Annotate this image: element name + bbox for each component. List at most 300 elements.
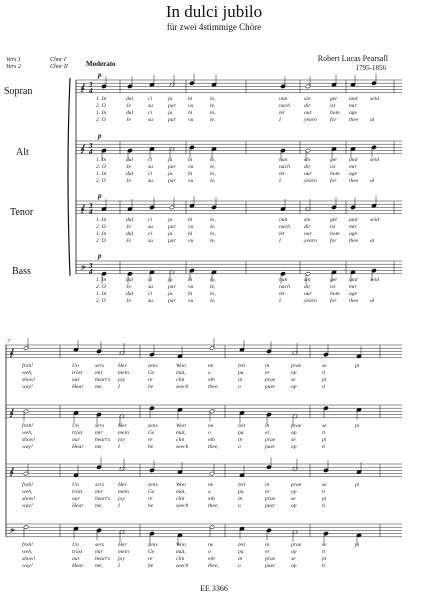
time-sig-top: 3 bbox=[89, 262, 93, 270]
catalog-number: EE 3366 bbox=[200, 584, 228, 593]
lyric-syllable: our bbox=[304, 171, 312, 177]
lyric-syllable: seid bbox=[370, 277, 380, 283]
lyric-syllable: mein bbox=[118, 549, 129, 555]
lyric-syllable: 1. In bbox=[96, 231, 107, 237]
lyric-syllable: thee, bbox=[208, 563, 219, 569]
lyric-syllable: be bbox=[148, 384, 154, 390]
lyric-syllable: tröst bbox=[72, 430, 83, 436]
lyric-syllable: su bbox=[148, 224, 153, 230]
lyric-syllable: par bbox=[168, 284, 176, 290]
lyric-syllable: re bbox=[148, 437, 153, 443]
lyric-syllable: ci bbox=[148, 217, 153, 223]
lyric-syllable: sin bbox=[304, 277, 311, 283]
lyric-syllable: Won bbox=[176, 482, 186, 488]
lyric-syllable: tröst bbox=[72, 370, 83, 376]
lyric-syllable: in bbox=[238, 556, 243, 562]
lyric-syllable: 1. In bbox=[96, 217, 107, 223]
lyric-syllable: ne bbox=[208, 363, 214, 369]
lyric-syllable: joy bbox=[118, 437, 125, 443]
lyric-syllable: puer bbox=[265, 563, 276, 569]
lyric-syllable: be bbox=[148, 563, 154, 569]
lyric-syllable: zens bbox=[148, 482, 158, 488]
lyric-syllable: Un bbox=[72, 542, 79, 548]
lyric-syllable: er bbox=[265, 430, 270, 436]
lyric-syllable: nun bbox=[279, 96, 288, 102]
lyric-syllable: dir bbox=[304, 164, 311, 170]
lyric-syllable: 2. O bbox=[96, 178, 106, 184]
lyric-syllable: le, bbox=[210, 284, 216, 290]
lyric-syllable: se bbox=[322, 482, 327, 488]
lyric-syllable: mein bbox=[118, 370, 129, 376]
lyric-syllable: in bbox=[238, 377, 243, 383]
lyric-syllable: Un bbox=[72, 423, 79, 429]
lyric-syllable: dir bbox=[304, 284, 311, 290]
lyric-syllable: weh, bbox=[22, 370, 33, 376]
lyric-syllable: mein bbox=[118, 430, 129, 436]
lyric-syllable: let bbox=[279, 291, 285, 297]
lyric-syllable: I bbox=[118, 444, 120, 450]
lyric-syllable: nun bbox=[279, 217, 288, 223]
lyric-syllable: pu bbox=[238, 549, 244, 555]
clef-alto: 𝄞 bbox=[80, 145, 85, 153]
lyric-syllable: hom bbox=[330, 291, 340, 297]
lyric-syllable: prae bbox=[265, 437, 276, 443]
lyric-syllable: in bbox=[265, 542, 270, 548]
lyric-syllable: in bbox=[265, 482, 270, 488]
lyric-syllable: let bbox=[279, 171, 285, 177]
lyric-syllable: thee bbox=[349, 238, 359, 244]
lyric-syllable: vu bbox=[188, 298, 194, 304]
lyric-syllable: leit bbox=[238, 423, 246, 429]
lyric-syllable: thee, bbox=[208, 384, 219, 390]
lyric-syllable: eth bbox=[208, 377, 215, 383]
lyric-syllable: our bbox=[72, 377, 80, 383]
dynamic-tenor: p bbox=[98, 192, 102, 200]
composer-dates: 1795-1856 bbox=[355, 64, 386, 72]
lyric-syllable: vu bbox=[188, 164, 194, 170]
clef-system2: 𝄞 bbox=[9, 409, 14, 417]
lyric-syllable: Her bbox=[118, 423, 127, 429]
lyric-syllable: hom bbox=[330, 171, 340, 177]
lyric-syllable: dul bbox=[126, 291, 134, 297]
lyric-syllable: er bbox=[265, 489, 270, 495]
lyric-syllable: 2. O bbox=[96, 298, 106, 304]
lyric-syllable: prae bbox=[265, 496, 276, 502]
lyric-syllable: age bbox=[349, 110, 358, 116]
lyric-syllable: our bbox=[72, 437, 80, 443]
lyric-syllable: se bbox=[291, 556, 296, 562]
lyric-syllable: Her bbox=[118, 542, 127, 548]
lyric-syllable: müt, bbox=[176, 489, 186, 495]
lyric-syllable: seech bbox=[176, 384, 189, 390]
lyric-syllable: mir bbox=[95, 370, 103, 376]
lyric-syllable: ci bbox=[148, 157, 153, 163]
lyric-syllable: par bbox=[168, 117, 176, 123]
lyric-syllable: froh! bbox=[22, 363, 33, 369]
lyric-syllable: clin bbox=[176, 377, 185, 383]
lyric-syllable: yearn bbox=[304, 298, 317, 304]
lyric-syllable: o bbox=[208, 430, 211, 436]
lyric-syllable: dul bbox=[126, 277, 134, 283]
lyric-syllable: joy bbox=[118, 556, 125, 562]
lyric-syllable: ti bbox=[322, 444, 326, 450]
lyric-syllable: eth bbox=[208, 496, 215, 502]
lyric-syllable: bi bbox=[188, 171, 193, 177]
lyric-syllable: Je bbox=[126, 117, 131, 123]
voice-label-bass: Bass bbox=[12, 266, 31, 277]
lyric-syllable: dir bbox=[304, 103, 311, 109]
lyric-syllable: su bbox=[148, 178, 153, 184]
lyric-syllable: op bbox=[291, 430, 297, 436]
lyric-syllable: Hear bbox=[72, 503, 84, 509]
lyric-syllable: froh! bbox=[22, 542, 33, 548]
lyric-syllable: nach bbox=[279, 284, 290, 290]
lyric-syllable: pu bbox=[238, 430, 244, 436]
lyric-syllable: eth bbox=[208, 556, 215, 562]
lyric-syllable: lo, bbox=[210, 277, 216, 283]
lyric-syllable: lo, bbox=[210, 157, 216, 163]
lyric-syllable: op bbox=[291, 444, 297, 450]
verse1-label: Vers 1 bbox=[6, 57, 21, 63]
lyric-syllable: 2. O bbox=[96, 164, 106, 170]
piece-title: In dulci jubilo bbox=[165, 2, 263, 21]
lyric-syllable: ist bbox=[330, 224, 336, 230]
clef-tenor: 𝄞 bbox=[80, 205, 85, 213]
lyric-syllable: weh, bbox=[22, 430, 33, 436]
lyric-syllable: ti bbox=[322, 503, 326, 509]
lyric-syllable: Won bbox=[176, 363, 186, 369]
composer-name: Robert Lucas Pearsall bbox=[317, 54, 388, 63]
lyric-syllable: ist bbox=[330, 103, 336, 109]
lyric-syllable: prae bbox=[291, 482, 302, 488]
lyric-syllable: lo, bbox=[210, 96, 216, 102]
lyric-syllable: seid bbox=[370, 217, 380, 223]
lyric-syllable: thee, bbox=[208, 444, 219, 450]
lyric-syllable: vu bbox=[188, 117, 194, 123]
lyric-syllable: zens bbox=[148, 363, 158, 369]
lyric-syllable: dul bbox=[126, 171, 134, 177]
lyric-syllable: prae bbox=[291, 363, 302, 369]
lyric-syllable: zens bbox=[148, 542, 158, 548]
lyric-syllable: er bbox=[265, 370, 270, 376]
lyric-syllable: seid bbox=[370, 96, 380, 102]
tempo-marking: Moderato bbox=[86, 60, 116, 68]
lyric-syllable: 2. O bbox=[96, 103, 106, 109]
lyric-syllable: me, bbox=[95, 503, 103, 509]
lyric-syllable: pu bbox=[238, 489, 244, 495]
lyric-syllable: puer bbox=[265, 503, 276, 509]
lyric-syllable: seech bbox=[176, 563, 189, 569]
lyric-syllable: our bbox=[72, 496, 80, 502]
lyric-syllable: 2. O bbox=[96, 117, 106, 123]
lyric-syllable: op bbox=[291, 384, 297, 390]
lyric-syllable: o bbox=[238, 503, 241, 509]
lyric-syllable: lo, bbox=[210, 231, 216, 237]
lyric-syllable: o bbox=[238, 444, 241, 450]
lyric-syllable: se bbox=[291, 377, 296, 383]
voice-label-alto: Alt bbox=[16, 147, 29, 158]
lyric-syllable: ne bbox=[208, 423, 214, 429]
voice-label-soprano: Sopran bbox=[4, 86, 33, 97]
lyric-syllable: re bbox=[148, 377, 153, 383]
lyric-syllable: seech bbox=[176, 444, 189, 450]
lyric-syllable: ci bbox=[148, 171, 153, 177]
lyric-syllable: vu bbox=[188, 238, 194, 244]
lyric-syllable: I bbox=[118, 384, 120, 390]
lyric-syllable: Je bbox=[126, 284, 131, 290]
lyric-syllable: mir bbox=[95, 430, 103, 436]
lyric-syllable: nach bbox=[279, 103, 290, 109]
lyric-syllable: prae bbox=[291, 542, 302, 548]
lyric-syllable: be bbox=[148, 444, 154, 450]
lyric-syllable: le, bbox=[210, 238, 216, 244]
lyric-syllable: er bbox=[265, 549, 270, 555]
lyric-syllable: 1. In bbox=[96, 96, 107, 102]
lyric-syllable: ci bbox=[148, 110, 153, 116]
lyric-syllable: prae bbox=[265, 377, 276, 383]
lyric-syllable: ju bbox=[168, 96, 173, 102]
lyric-syllable: tröst bbox=[72, 489, 83, 495]
lyric-syllable: su bbox=[148, 164, 153, 170]
lyric-syllable: age bbox=[349, 231, 358, 237]
lyric-syllable: for bbox=[330, 238, 337, 244]
lyric-syllable: ju bbox=[168, 171, 173, 177]
lyric-syllable: pi bbox=[355, 363, 360, 369]
lyric-syllable: vu bbox=[188, 284, 194, 290]
lyric-syllable: sin bbox=[304, 157, 311, 163]
lyric-syllable: yearn bbox=[304, 178, 317, 184]
lyric-syllable: I bbox=[118, 503, 120, 509]
lyric-syllable: mir bbox=[95, 489, 103, 495]
lyric-syllable: thee bbox=[349, 178, 359, 184]
lyric-syllable: bi bbox=[188, 231, 193, 237]
lyric-syllable: Je bbox=[126, 164, 131, 170]
lyric-syllable: vu bbox=[188, 178, 194, 184]
lyric-syllable: und bbox=[349, 277, 358, 283]
lyric-syllable: for bbox=[330, 117, 337, 123]
lyric-syllable: al bbox=[370, 117, 375, 123]
lyric-syllable: dul bbox=[126, 157, 134, 163]
lyric-syllable: ci bbox=[148, 231, 153, 237]
lyric-syllable: le, bbox=[210, 103, 216, 109]
lyric-syllable: le, bbox=[210, 298, 216, 304]
lyric-syllable: dul bbox=[126, 110, 134, 116]
lyric-syllable: clin bbox=[176, 556, 185, 562]
lyric-syllable: pi bbox=[355, 423, 360, 429]
dynamic-soprano: p bbox=[98, 71, 102, 79]
lyric-syllable: bi bbox=[188, 157, 193, 163]
lyric-syllable: al bbox=[370, 298, 375, 304]
lyric-syllable: mir bbox=[349, 224, 357, 230]
lyric-syllable: way! bbox=[22, 503, 33, 509]
lyric-syllable: pi bbox=[322, 377, 327, 383]
lyric-syllable: ti bbox=[322, 370, 326, 376]
lyric-syllable: zens bbox=[148, 423, 158, 429]
lyric-syllable: op bbox=[291, 489, 297, 495]
lyric-syllable: dul bbox=[126, 231, 134, 237]
lyric-syllable: heart's bbox=[95, 437, 111, 443]
lyric-syllable: Her bbox=[118, 363, 127, 369]
lyric-syllable: und bbox=[349, 217, 358, 223]
lyric-syllable: su bbox=[148, 298, 153, 304]
lyric-syllable: bi bbox=[188, 217, 193, 223]
lyric-syllable: müt, bbox=[176, 370, 186, 376]
lyric-syllable: sers bbox=[95, 363, 105, 369]
lyric-syllable: le, bbox=[210, 164, 216, 170]
lyric-syllable: lo, bbox=[210, 291, 216, 297]
lyric-syllable: Je bbox=[126, 238, 131, 244]
lyric-syllable: weh, bbox=[22, 489, 33, 495]
lyric-syllable: 1. In bbox=[96, 277, 107, 283]
lyric-syllable: ne bbox=[208, 482, 214, 488]
lyric-syllable: heart's bbox=[95, 377, 111, 383]
lyric-syllable: 1. In bbox=[96, 291, 107, 297]
lyric-syllable: prae bbox=[265, 556, 276, 562]
lyric-syllable: ju bbox=[168, 291, 173, 297]
lyric-syllable: Je bbox=[126, 298, 131, 304]
lyric-syllable: ne bbox=[208, 542, 214, 548]
lyric-syllable: age bbox=[349, 171, 358, 177]
lyric-syllable: al bbox=[370, 238, 375, 244]
lyric-syllable: al bbox=[370, 178, 375, 184]
lyric-syllable: se bbox=[291, 437, 296, 443]
dynamic-alto: p bbox=[98, 132, 102, 140]
time-sig-bottom: 4 bbox=[89, 87, 93, 95]
lyric-syllable: ju bbox=[168, 157, 173, 163]
lyric-syllable: thee bbox=[349, 117, 359, 123]
lyric-syllable: way! bbox=[22, 563, 33, 569]
verse2-label: Vers 2 bbox=[6, 64, 21, 70]
lyric-syllable: leit bbox=[238, 542, 246, 548]
lyric-syllable: show! bbox=[22, 377, 36, 383]
lyric-syllable: dir bbox=[304, 224, 311, 230]
lyric-syllable: age bbox=[349, 291, 358, 297]
lyric-syllable: op bbox=[291, 503, 297, 509]
time-sig-bottom: 4 bbox=[89, 208, 93, 216]
lyric-syllable: seech bbox=[176, 503, 189, 509]
lyric-syllable: froh! bbox=[22, 482, 33, 488]
lyric-syllable: yearn bbox=[304, 238, 317, 244]
lyric-syllable: mein bbox=[118, 489, 129, 495]
lyric-syllable: se bbox=[291, 496, 296, 502]
lyric-syllable: dul bbox=[126, 96, 134, 102]
lyric-syllable: und bbox=[349, 157, 358, 163]
lyric-syllable: Je bbox=[126, 224, 131, 230]
lyric-syllable: re bbox=[148, 496, 153, 502]
lyric-syllable: 1. In bbox=[96, 171, 107, 177]
lyric-syllable: thee bbox=[349, 298, 359, 304]
lyric-syllable: se bbox=[322, 363, 327, 369]
lyric-syllable: ti bbox=[322, 384, 326, 390]
lyric-syllable: Je bbox=[126, 178, 131, 184]
lyric-syllable: le, bbox=[210, 178, 216, 184]
lyric-syllable: let bbox=[279, 110, 285, 116]
lyric-syllable: pi bbox=[322, 556, 327, 562]
lyric-syllable: nun bbox=[279, 277, 288, 283]
measure-number: 7 bbox=[7, 339, 10, 345]
lyric-syllable: o bbox=[208, 370, 211, 376]
lyric-syllable: Un bbox=[72, 482, 79, 488]
lyric-syllable: mir bbox=[349, 103, 357, 109]
lyric-syllable: me, bbox=[95, 563, 103, 569]
lyric-syllable: 2. O bbox=[96, 284, 106, 290]
lyric-syllable: heart's bbox=[95, 556, 111, 562]
lyric-syllable: I bbox=[279, 178, 281, 184]
lyric-syllable: müt, bbox=[176, 549, 186, 555]
lyric-syllable: Ge bbox=[148, 489, 155, 495]
lyric-syllable: joy bbox=[118, 496, 125, 502]
lyric-syllable: leit bbox=[238, 363, 246, 369]
lyric-syllable: sin bbox=[304, 217, 311, 223]
lyric-syllable: nach bbox=[279, 164, 290, 170]
clef-system2: 𝄞 bbox=[9, 468, 14, 476]
lyric-syllable: prae bbox=[291, 423, 302, 429]
lyric-syllable: ci bbox=[148, 96, 153, 102]
lyric-syllable: I bbox=[279, 238, 281, 244]
lyric-syllable: ci bbox=[148, 277, 153, 283]
voice-label-tenor: Tenor bbox=[10, 207, 34, 218]
lyric-syllable: ti bbox=[322, 563, 326, 569]
lyric-syllable: our bbox=[304, 291, 312, 297]
time-sig-bottom: 4 bbox=[89, 148, 93, 156]
lyric-syllable: ju bbox=[168, 231, 173, 237]
lyric-syllable: in bbox=[238, 496, 243, 502]
lyric-syllable: way! bbox=[22, 444, 33, 450]
lyric-syllable: 2. O bbox=[96, 224, 106, 230]
lyric-syllable: seid bbox=[370, 157, 380, 163]
lyric-syllable: ju bbox=[168, 217, 173, 223]
lyric-syllable: par bbox=[168, 103, 176, 109]
lyric-syllable: Ge bbox=[148, 370, 155, 376]
lyric-syllable: op bbox=[291, 370, 297, 376]
lyric-syllable: ti bbox=[322, 430, 326, 436]
lyric-syllable: lo, bbox=[210, 110, 216, 116]
lyric-syllable: bi bbox=[188, 96, 193, 102]
lyric-syllable: Ge bbox=[148, 549, 155, 555]
clef-system2: 𝄢 bbox=[9, 528, 14, 536]
lyric-syllable: su bbox=[148, 238, 153, 244]
lyric-syllable: in bbox=[238, 437, 243, 443]
time-sig-top: 3 bbox=[89, 81, 93, 89]
lyric-syllable: pi bbox=[355, 542, 360, 548]
clef-bass: 𝄢 bbox=[80, 265, 85, 273]
lyric-syllable: vu bbox=[188, 103, 194, 109]
lyric-syllable: puer bbox=[265, 384, 276, 390]
choir2-label: Chor II bbox=[50, 64, 68, 70]
lyric-syllable: get bbox=[330, 277, 337, 283]
lyric-syllable: 2. O bbox=[96, 238, 106, 244]
lyric-syllable: I bbox=[279, 298, 281, 304]
clef-system2: 𝄞 bbox=[9, 349, 14, 357]
lyric-syllable: op bbox=[291, 549, 297, 555]
lyric-syllable: pi bbox=[322, 437, 327, 443]
lyric-syllable: und bbox=[349, 96, 358, 102]
lyric-syllable: le, bbox=[210, 117, 216, 123]
lyric-syllable: clin bbox=[176, 496, 185, 502]
lyric-syllable: Hear bbox=[72, 563, 84, 569]
lyric-syllable: le, bbox=[210, 224, 216, 230]
lyric-syllable: mir bbox=[349, 164, 357, 170]
lyric-syllable: pu bbox=[238, 370, 244, 376]
lyric-syllable: mir bbox=[349, 284, 357, 290]
lyric-syllable: eth bbox=[208, 437, 215, 443]
lyric-syllable: vu bbox=[188, 224, 194, 230]
lyric-syllable: in bbox=[265, 423, 270, 429]
lyric-syllable: tröst bbox=[72, 549, 83, 555]
lyric-syllable: I bbox=[279, 117, 281, 123]
lyric-syllable: clin bbox=[176, 437, 185, 443]
lyric-syllable: 1. In bbox=[96, 157, 107, 163]
